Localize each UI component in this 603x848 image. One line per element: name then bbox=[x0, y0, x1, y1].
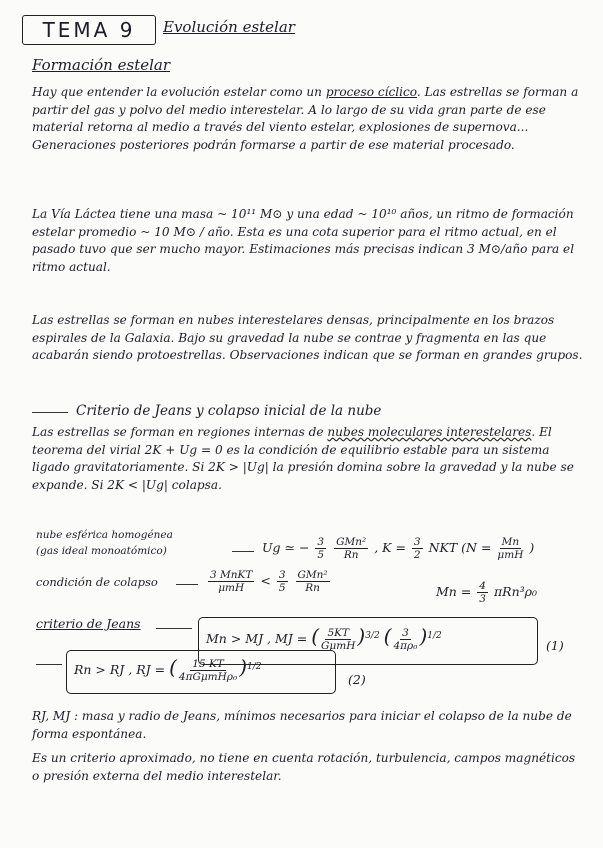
paragraph-1 bbox=[32, 84, 584, 154]
eq-tag-1: (1) bbox=[546, 638, 564, 653]
frac-thermal bbox=[208, 569, 254, 594]
frac-n bbox=[497, 536, 523, 561]
frac-num: 3 MnKT bbox=[210, 569, 253, 581]
exp-1-2: 1/2 bbox=[427, 630, 442, 641]
paragraph-4 bbox=[32, 424, 584, 494]
less-than: < bbox=[260, 573, 271, 588]
section-title: Formación estelar bbox=[32, 56, 171, 74]
radius-lhs: Rn > RJ , RJ = bbox=[74, 662, 170, 677]
p4-text-a: Las estrellas se forman en regiones internas de bbox=[32, 425, 328, 439]
paren-close: ) bbox=[419, 624, 428, 648]
paren-close: ) bbox=[357, 624, 366, 648]
frac-4-3 bbox=[477, 580, 488, 605]
frac-gm-r bbox=[334, 536, 368, 561]
frac-den: 5 bbox=[278, 582, 286, 594]
nkt-label: NKT (N = bbox=[428, 540, 496, 555]
frac-num: 3 bbox=[278, 569, 286, 581]
paren-close: ) bbox=[239, 655, 247, 679]
frac-num: 4 bbox=[479, 580, 486, 592]
frac-num: 5KT bbox=[327, 627, 349, 639]
subsection-title: Criterio de Jeans y colapso inicial de la nube bbox=[76, 403, 382, 419]
mass-lhs: Mn > MJ , MJ = bbox=[206, 631, 312, 646]
paren-open: ( bbox=[311, 624, 320, 648]
k-label: , K = bbox=[374, 540, 410, 555]
frac-den: 2 bbox=[413, 549, 421, 561]
frac-num: GMn² bbox=[336, 536, 367, 548]
paren-open: ( bbox=[383, 624, 392, 648]
frac-den: 4πGμmHρ₀ bbox=[178, 671, 238, 683]
p1-underlined: proceso cíclico bbox=[325, 85, 417, 99]
tema-label: TEMA 9 bbox=[42, 18, 136, 42]
exp-3-2: 3/2 bbox=[365, 630, 380, 641]
arrow-1 bbox=[232, 551, 254, 552]
p4-underlined: nubes moleculares interestelares bbox=[327, 425, 532, 439]
arrow-4 bbox=[36, 664, 62, 665]
p4-text-b: . El teorema del virial 2K + Ug = 0 es la condición de equilibrio estable para un sistema ligado gravitatoriamente. Si 2K > |Ug| la presión domina sobre la gravedad y la nube se expande. Si 2K < |Ug| colapsa. bbox=[32, 425, 574, 492]
frac-den: μmH bbox=[497, 549, 524, 561]
arrow-3 bbox=[156, 628, 192, 629]
jeans-radius-equation bbox=[74, 655, 261, 683]
mass-equation bbox=[436, 580, 537, 605]
frac-3-2 bbox=[412, 536, 423, 561]
p1-text-a: Hay que entender la evolución estelar como un bbox=[32, 85, 326, 99]
subsection-rule bbox=[32, 412, 68, 413]
ug-label: Ug ≃ − bbox=[262, 540, 310, 555]
jeans-label: criterio de Jeans bbox=[36, 616, 141, 631]
frac-den: 5 bbox=[317, 549, 325, 561]
frac-3-4pi bbox=[393, 627, 417, 652]
frac-den: 3 bbox=[479, 593, 486, 605]
paragraph-5: RJ, MJ : masa y radio de Jeans, mínimos necesarios para iniciar el colapso de la nube de forma espontánea. bbox=[32, 709, 572, 741]
mn-label: Mn = bbox=[436, 584, 476, 599]
frac-num: Mn bbox=[501, 536, 520, 548]
frac-num: 3 bbox=[413, 536, 421, 548]
paragraph-2: La Vía Láctea tiene una masa ~ 10¹¹ M⊙ y una edad ~ 10¹⁰ años, un ritmo de formación estelar promedio ~ 10 M⊙ / año. Esta es una cota superior para el ritmo actual, en el pasado tuvo que ser mucho mayor. Estimaciones más precisas indican 3 M⊙/año para el ritmo actual. bbox=[32, 207, 575, 274]
collapse-label: condición de colapso bbox=[36, 575, 158, 589]
paren-open: ( bbox=[169, 655, 177, 679]
frac-num: GMn² bbox=[297, 569, 328, 581]
exp-1-2b: 1/2 bbox=[247, 661, 262, 672]
frac-num: 15 KT bbox=[192, 658, 224, 670]
frac-3-5b bbox=[277, 569, 288, 594]
frac-5kt bbox=[321, 627, 355, 652]
arrow-2 bbox=[176, 584, 198, 585]
close-paren: ) bbox=[529, 540, 535, 555]
paragraph-6: Es un criterio aproximado, no tiene en cuenta rotación, turbulencia, campos magnéticos o presión externa del medio interestelar. bbox=[32, 751, 576, 783]
cloud-note-2: (gas ideal monoatómico) bbox=[36, 545, 167, 557]
frac-den: GμmH bbox=[321, 640, 356, 652]
frac-num: 3 bbox=[402, 627, 409, 639]
frac-num: 3 bbox=[317, 536, 325, 548]
frac-15kt bbox=[179, 658, 237, 683]
frac-den: 4πρ₀ bbox=[393, 640, 418, 652]
paragraph-3: Las estrellas se forman en nubes interestelares densas, principalmente en los brazos espirales de la Galaxia. Bajo su gravedad la nube se contrae y fragmenta en las que acabarán siendo protoestrellas. Observaciones indican que se forman en grandes grupos. bbox=[32, 313, 583, 362]
frac-den: Rn bbox=[343, 549, 359, 561]
eq-tag-2: (2) bbox=[348, 672, 366, 687]
frac-den: Rn bbox=[305, 582, 320, 594]
tema-box bbox=[22, 15, 156, 45]
collapse-equation bbox=[206, 569, 332, 594]
frac-den: μmH bbox=[218, 582, 245, 594]
p1-text-b: . Las estrellas se forman a partir del gas y polvo del medio interestelar. A lo largo de su vida gran parte de ese material retorna al medio a través del viento estelar, explosiones de supernova... Generaciones posteriores podrán formarse a partir de ese material procesado. bbox=[32, 85, 579, 152]
mn-rest: πRn³ρ₀ bbox=[493, 584, 538, 599]
chapter-title: Evolución estelar bbox=[163, 18, 295, 36]
frac-gm-rb bbox=[296, 569, 330, 594]
cloud-note-1: nube esférica homogénea bbox=[36, 529, 173, 541]
frac-3-5 bbox=[315, 536, 326, 561]
jeans-mass-equation bbox=[206, 624, 442, 652]
energy-equation bbox=[262, 536, 534, 561]
